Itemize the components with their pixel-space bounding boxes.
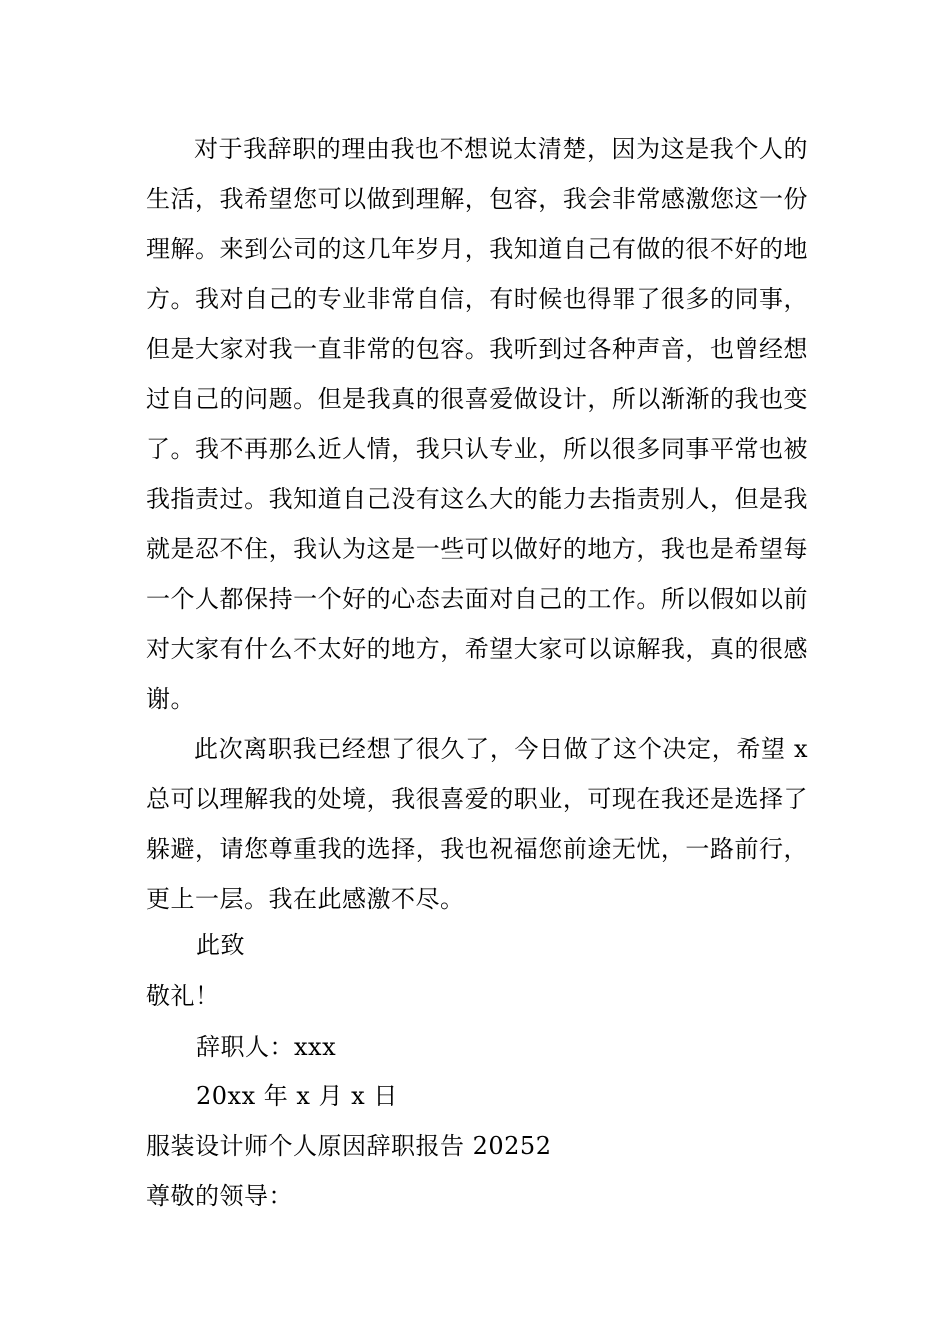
date-line: 20xx 年 x 月 x 日 — [196, 1082, 398, 1110]
body-paragraph-1: 对于我辞职的理由我也不想说太清楚，因为这是我个人的生活，我希望您可以做到理解，包容，我会非常感激您这一份理解。来到公司的这几年岁月，我知道自己有做的很不好的地方。我对自己的专业非常自信，有时候也得罪了很多的同事，但是大家对我一直非常的包容。我听到过各种声音，也曾经想过自己的问题。但是我真的很喜爱做设计，所以渐渐的我也变了。我不再那么近人情，我只认专业，所以很多同事平常也被我指责过。我知道自己没有这么大的能力去指责别人，但是我就是忍不住，我认为这是一些可以做好的地方，我也是希望每一个人都保持一个好的心态去面对自己的工作。所以假如以前对大家有什么不太好的地方，希望大家可以谅解我，真的很感谢。 — [146, 135, 808, 713]
salute-text: 敬礼！ — [146, 982, 220, 1010]
closing-text: 此致 — [196, 931, 245, 959]
next-report-greeting: 尊敬的领导： — [146, 1182, 293, 1210]
next-report-title: 服装设计师个人原因辞职报告 20252 — [146, 1132, 552, 1160]
body-paragraph-2: 此次离职我已经想了很久了，今日做了这个决定，希望 x 总可以理解我的处境，我很喜爱的职业，可现在我还是选择了躲避，请您尊重我的选择，我也祝福您前途无忧，一路前行，更上一层。我在此感激不尽。 — [146, 735, 808, 913]
signer-line: 辞职人：xxx — [196, 1033, 337, 1061]
